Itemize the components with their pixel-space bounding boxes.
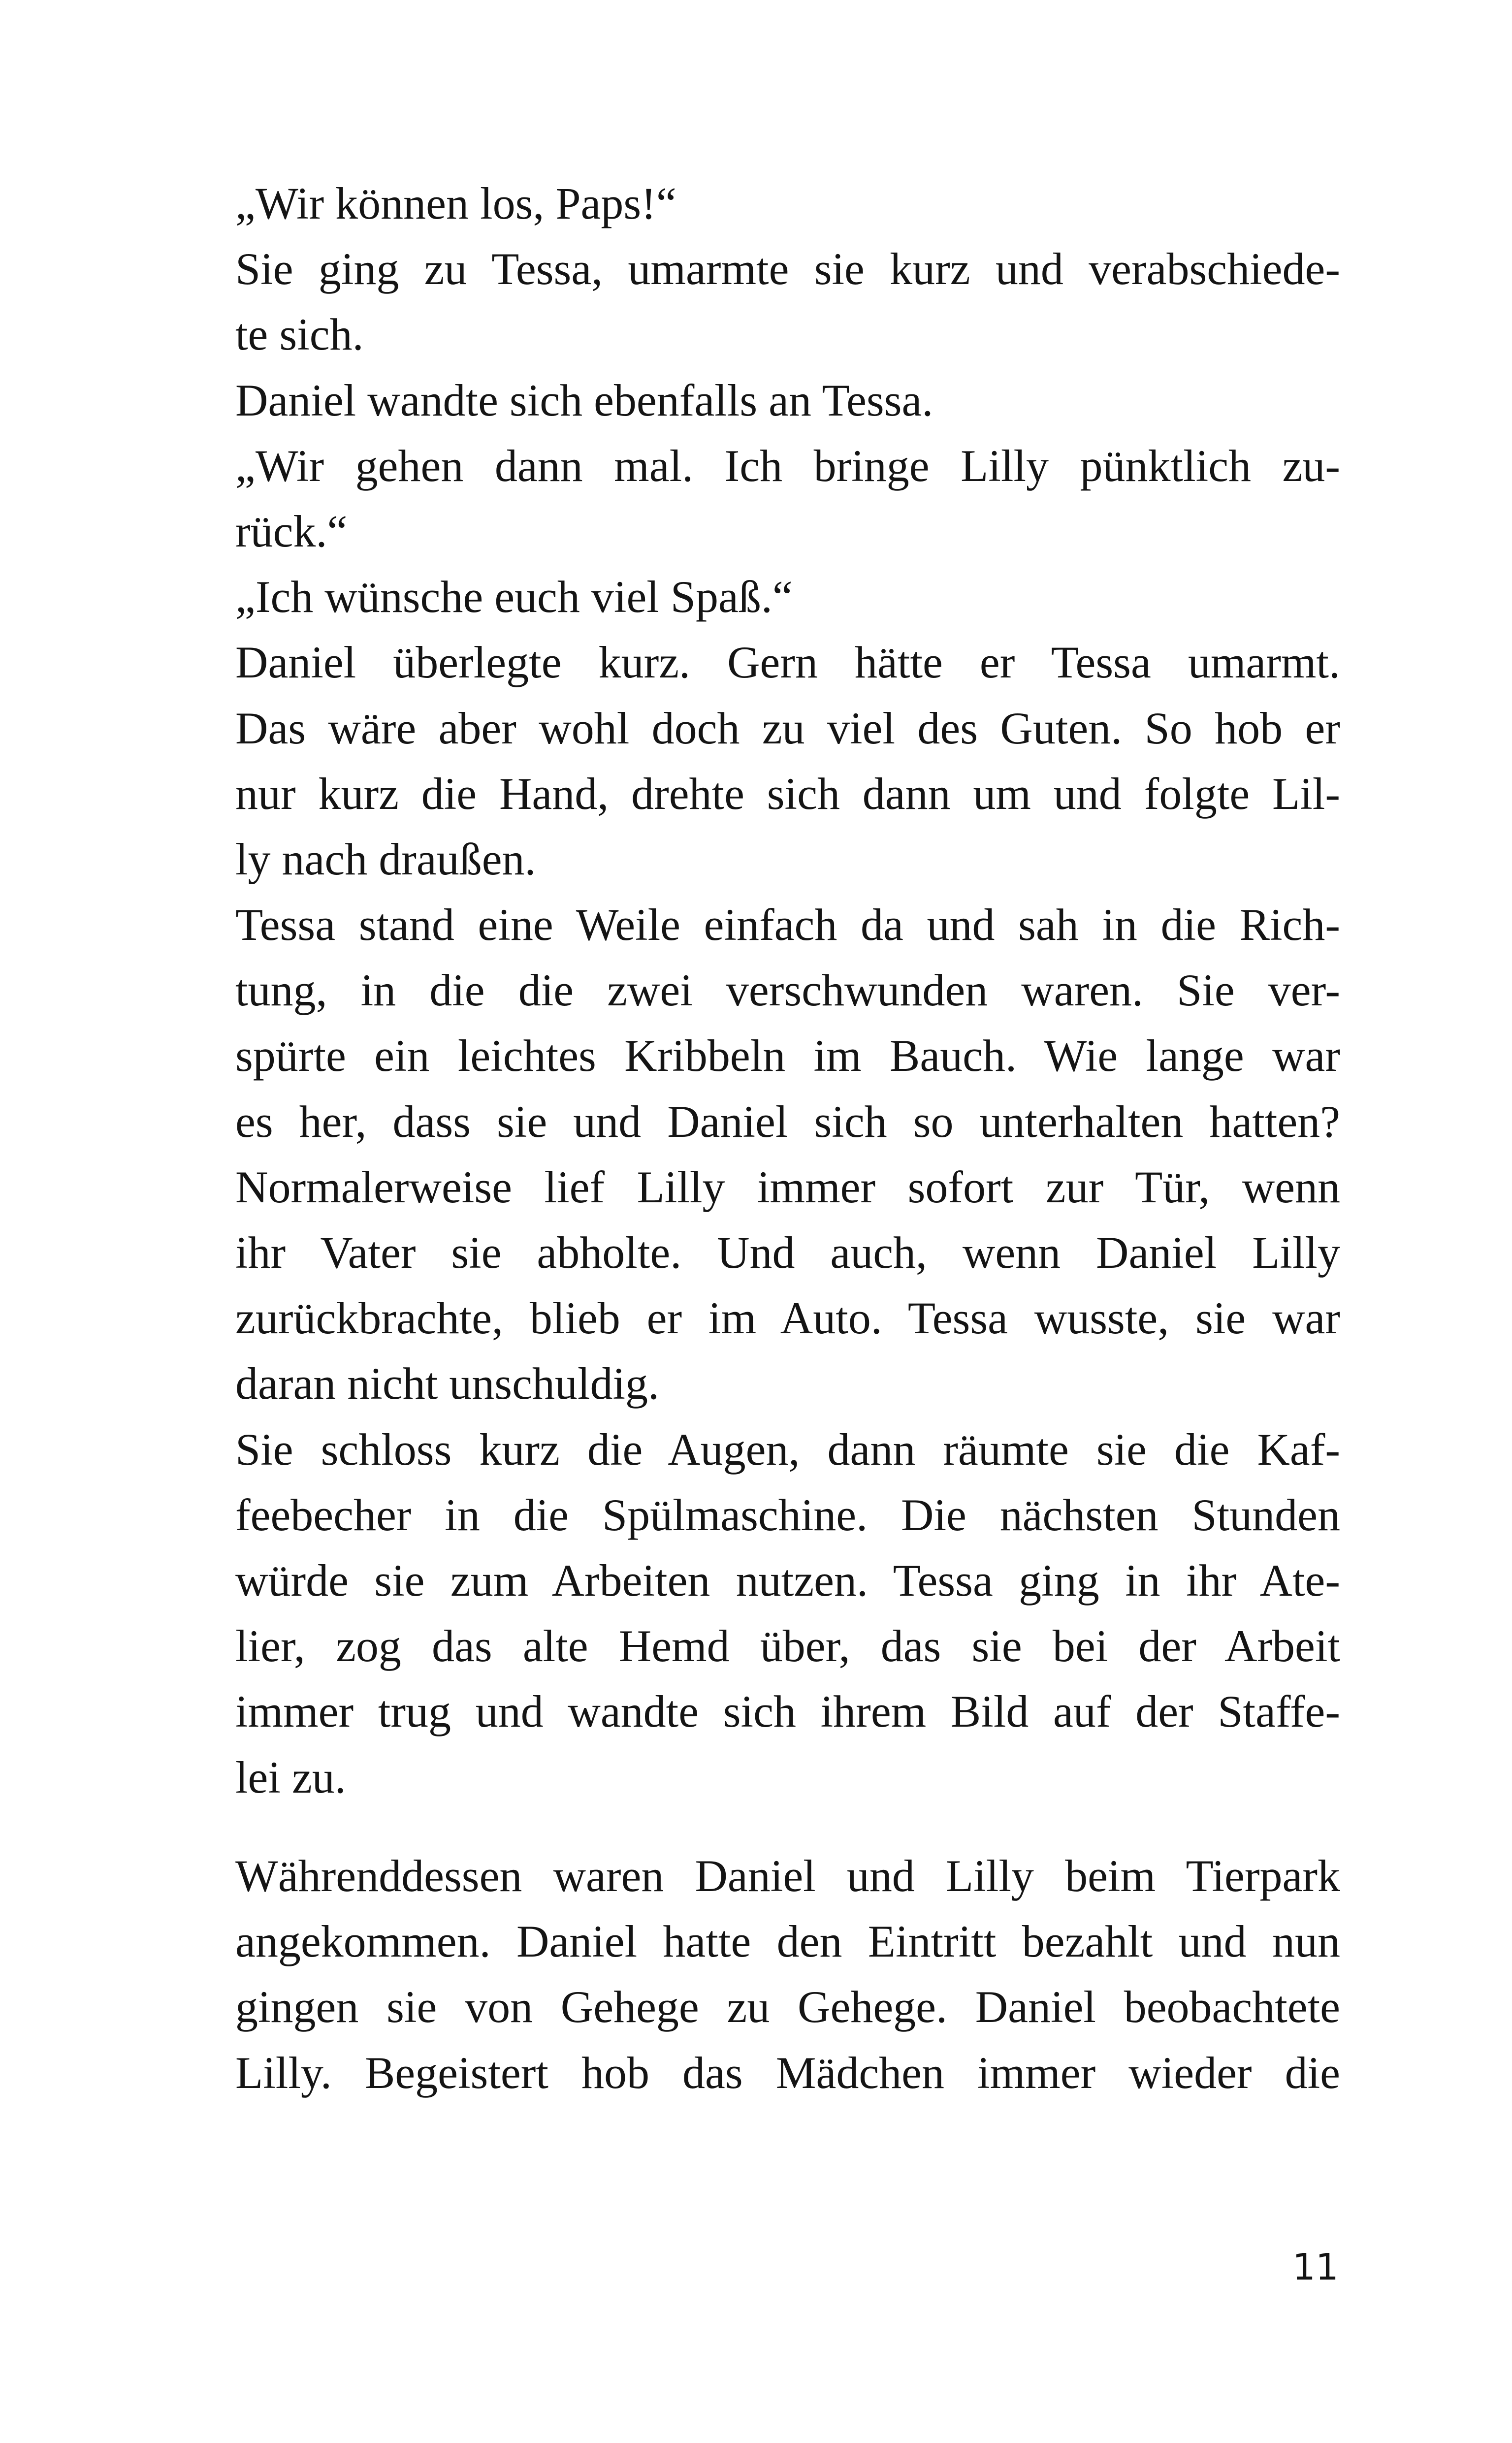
text-line: Normalerweise lief Lilly immer sofort zur Tür, wenn: [235, 1161, 1340, 1212]
text-line: spürte ein leichtes Kribbeln im Bauch. Wie lange war: [235, 1030, 1340, 1081]
text-line: Daniel wandte sich ebenfalls an Tessa.: [235, 375, 933, 425]
text-line: lier, zog das alte Hemd über, das sie bei der Arbeit: [235, 1621, 1340, 1672]
text-section-1: [235, 171, 1340, 1810]
text-line: Sie schloss kurz die Augen, dann räumte sie die Kaf-: [235, 1424, 1340, 1475]
text-line: lei zu.: [235, 1752, 346, 1802]
text-line: Sie ging zu Tessa, umarmte sie kurz und verabschiede-: [235, 244, 1340, 294]
text-line: te sich.: [235, 309, 364, 360]
text-line: würde sie zum Arbeiten nutzen. Tessa ging in ihr Ate-: [235, 1555, 1340, 1606]
text-line: „Wir gehen dann mal. Ich bringe Lilly pünktlich zu-: [235, 440, 1340, 491]
text-line: Währenddessen waren Daniel und Lilly beim Tierpark: [235, 1851, 1340, 1901]
text-line: feebecher in die Spülmaschine. Die nächsten Stunden: [235, 1489, 1340, 1540]
text-line: angekommen. Daniel hatte den Eintritt bezahlt und nun: [235, 1916, 1340, 1967]
text-line: „Wir können los, Paps!“: [235, 178, 676, 228]
page-number: 11: [1292, 2246, 1339, 2288]
text-section-2: [235, 1843, 1340, 2106]
text-line: ly nach draußen.: [235, 834, 536, 884]
text-line: daran nicht unschuldig.: [235, 1358, 660, 1409]
text-line: tung, in die die zwei verschwunden waren. Sie ver-: [235, 965, 1340, 1016]
text-line: ihr Vater sie abholte. Und auch, wenn Daniel Lilly: [235, 1227, 1340, 1278]
text-line: Lilly. Begeistert hob das Mädchen immer wieder die: [235, 2047, 1340, 2098]
text-line: immer trug und wandte sich ihrem Bild auf der Staffe-: [235, 1686, 1340, 1737]
text-line: Daniel überlegte kurz. Gern hätte er Tessa umarmt.: [235, 637, 1340, 688]
text-line: zurückbrachte, blieb er im Auto. Tessa wusste, sie war: [235, 1293, 1340, 1344]
text-line: es her, dass sie und Daniel sich so unterhalten hatten?: [235, 1096, 1340, 1147]
text-line: „Ich wünsche euch viel Spaß.“: [235, 572, 793, 622]
text-line: gingen sie von Gehege zu Gehege. Daniel beobachtete: [235, 1982, 1340, 2032]
text-line: Das wäre aber wohl doch zu viel des Guten. So hob er: [235, 703, 1340, 753]
text-line: Tessa stand eine Weile einfach da und sah in die Rich-: [235, 900, 1340, 950]
text-line: rück.“: [235, 506, 348, 556]
text-line: nur kurz die Hand, drehte sich dann um und folgte Lil-: [235, 768, 1340, 819]
